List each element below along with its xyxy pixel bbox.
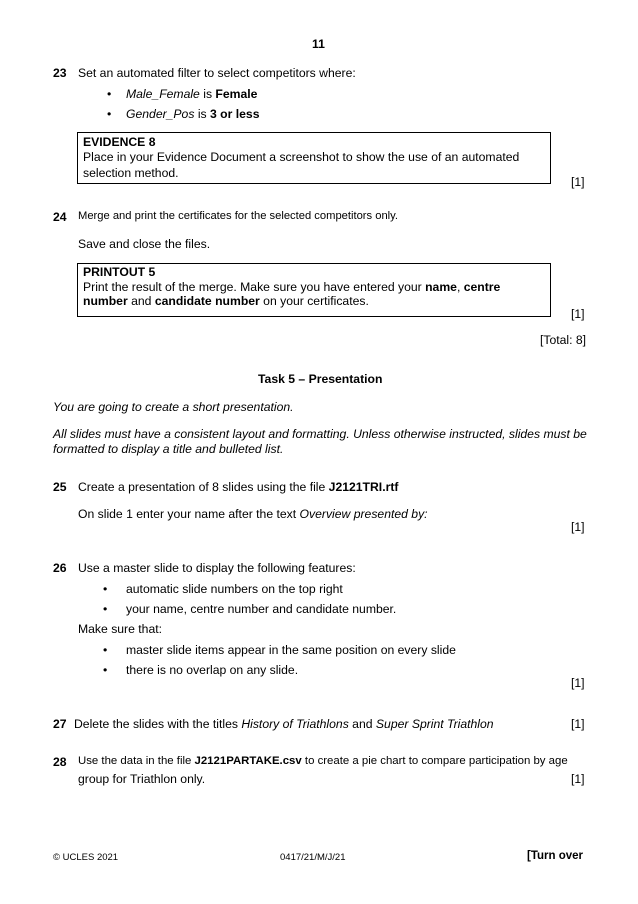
intro-consistency-line-1: All slides must have a consistent layout and formatting. Unless otherwise instructed, slides must be — [53, 427, 587, 441]
question-number-25: 25 — [53, 480, 67, 494]
bullet: • — [103, 663, 108, 677]
total-marks: [Total: 8] — [540, 333, 587, 347]
footer-copyright: © UCLES 2021 — [53, 852, 119, 863]
bullet: • — [107, 87, 112, 101]
page-number: 11 — [312, 37, 325, 51]
criterion-connector: is — [194, 107, 211, 121]
printout-5-line-1 — [83, 280, 500, 294]
bullet: • — [103, 602, 108, 616]
printout-5-title: PRINTOUT 5 — [83, 265, 156, 279]
criterion-value: 3 or less — [210, 107, 260, 121]
evidence-8-line-2: selection method. — [83, 166, 179, 180]
question-text: and — [348, 717, 376, 731]
footer-turn-over: [Turn over — [527, 850, 584, 862]
save-instruction: Save and close the files. — [78, 237, 211, 251]
question-number-26: 26 — [53, 561, 67, 575]
question-25-line-2 — [78, 507, 428, 521]
question-26-text: Use a master slide to display the following features: — [78, 561, 356, 575]
question-text: Delete the slides with the titles — [74, 717, 242, 731]
slide-title: Super Sprint Triathlon — [375, 717, 494, 731]
condition-item: master slide items appear in the same position on every slide — [126, 643, 456, 657]
question-28-text — [78, 755, 568, 767]
q23-criterion-2 — [126, 107, 259, 121]
mark-q23: [1] — [571, 175, 585, 189]
mark-q26: [1] — [571, 676, 585, 690]
file-name: J2121TRI.rtf — [328, 480, 399, 494]
footer-code: 0417/21/M/J/21 — [280, 852, 346, 863]
intro-line: You are going to create a short presentation. — [53, 400, 294, 414]
bullet: • — [107, 107, 112, 121]
printout-text: and — [127, 294, 155, 308]
question-text: Create a presentation of 8 slides using the file — [78, 480, 329, 494]
question-text: Use the data in the file — [78, 755, 195, 767]
printout-emphasis: candidate number — [154, 294, 260, 308]
field-name: Gender_Pos — [126, 107, 195, 121]
question-text: On slide 1 enter your name after the text — [78, 507, 300, 521]
slide-title: History of Triathlons — [241, 717, 349, 731]
field-name: Male_Female — [126, 87, 200, 101]
printout-emphasis: centre — [463, 280, 501, 294]
task-heading: Task 5 – Presentation — [258, 372, 383, 386]
question-number-28: 28 — [53, 755, 67, 769]
evidence-8-title: EVIDENCE 8 — [83, 135, 156, 149]
printout-text: Print the result of the merge. Make sure you have entered your — [83, 280, 426, 294]
bullet: • — [103, 582, 108, 596]
question-text: to create a pie chart to compare participation by age — [301, 755, 568, 767]
question-number-23: 23 — [53, 66, 67, 80]
condition-item: there is no overlap on any slide. — [126, 663, 299, 677]
q23-criterion-1 — [126, 87, 257, 101]
mark-q28: [1] — [571, 772, 585, 786]
mark-q27: [1] — [571, 717, 585, 731]
printout-emphasis: number — [83, 294, 128, 308]
printout-text: , — [456, 280, 464, 294]
bullet: • — [103, 643, 108, 657]
question-28-line-2: group for Triathlon only. — [78, 772, 206, 786]
question-25-text — [78, 480, 398, 494]
intro-consistency-line-2: formatted to display a title and bulleted list. — [53, 442, 284, 456]
feature-item: automatic slide numbers on the top right — [126, 582, 343, 596]
mark-q24: [1] — [571, 307, 585, 321]
evidence-8-line-1: Place in your Evidence Document a screenshot to show the use of an automated — [83, 150, 520, 164]
feature-item: your name, centre number and candidate number. — [126, 602, 397, 616]
printout-text: on your certificates. — [259, 294, 369, 308]
question-number-24: 24 — [53, 210, 67, 224]
question-23-text: Set an automated filter to select competitors where: — [78, 66, 356, 80]
question-24-text: Merge and print the certificates for the selected competitors only. — [78, 210, 399, 222]
criterion-connector: is — [199, 87, 216, 101]
slide-text: Overview presented by: — [299, 507, 428, 521]
printout-5-line-2 — [83, 294, 369, 308]
printout-emphasis: name — [425, 280, 457, 294]
question-27-text — [74, 717, 494, 731]
criterion-value: Female — [215, 87, 258, 101]
file-name: J2121PARTAKE.csv — [194, 755, 302, 767]
mark-q25: [1] — [571, 520, 585, 534]
question-number-27: 27 — [53, 717, 67, 731]
make-sure-label: Make sure that: — [78, 622, 162, 636]
